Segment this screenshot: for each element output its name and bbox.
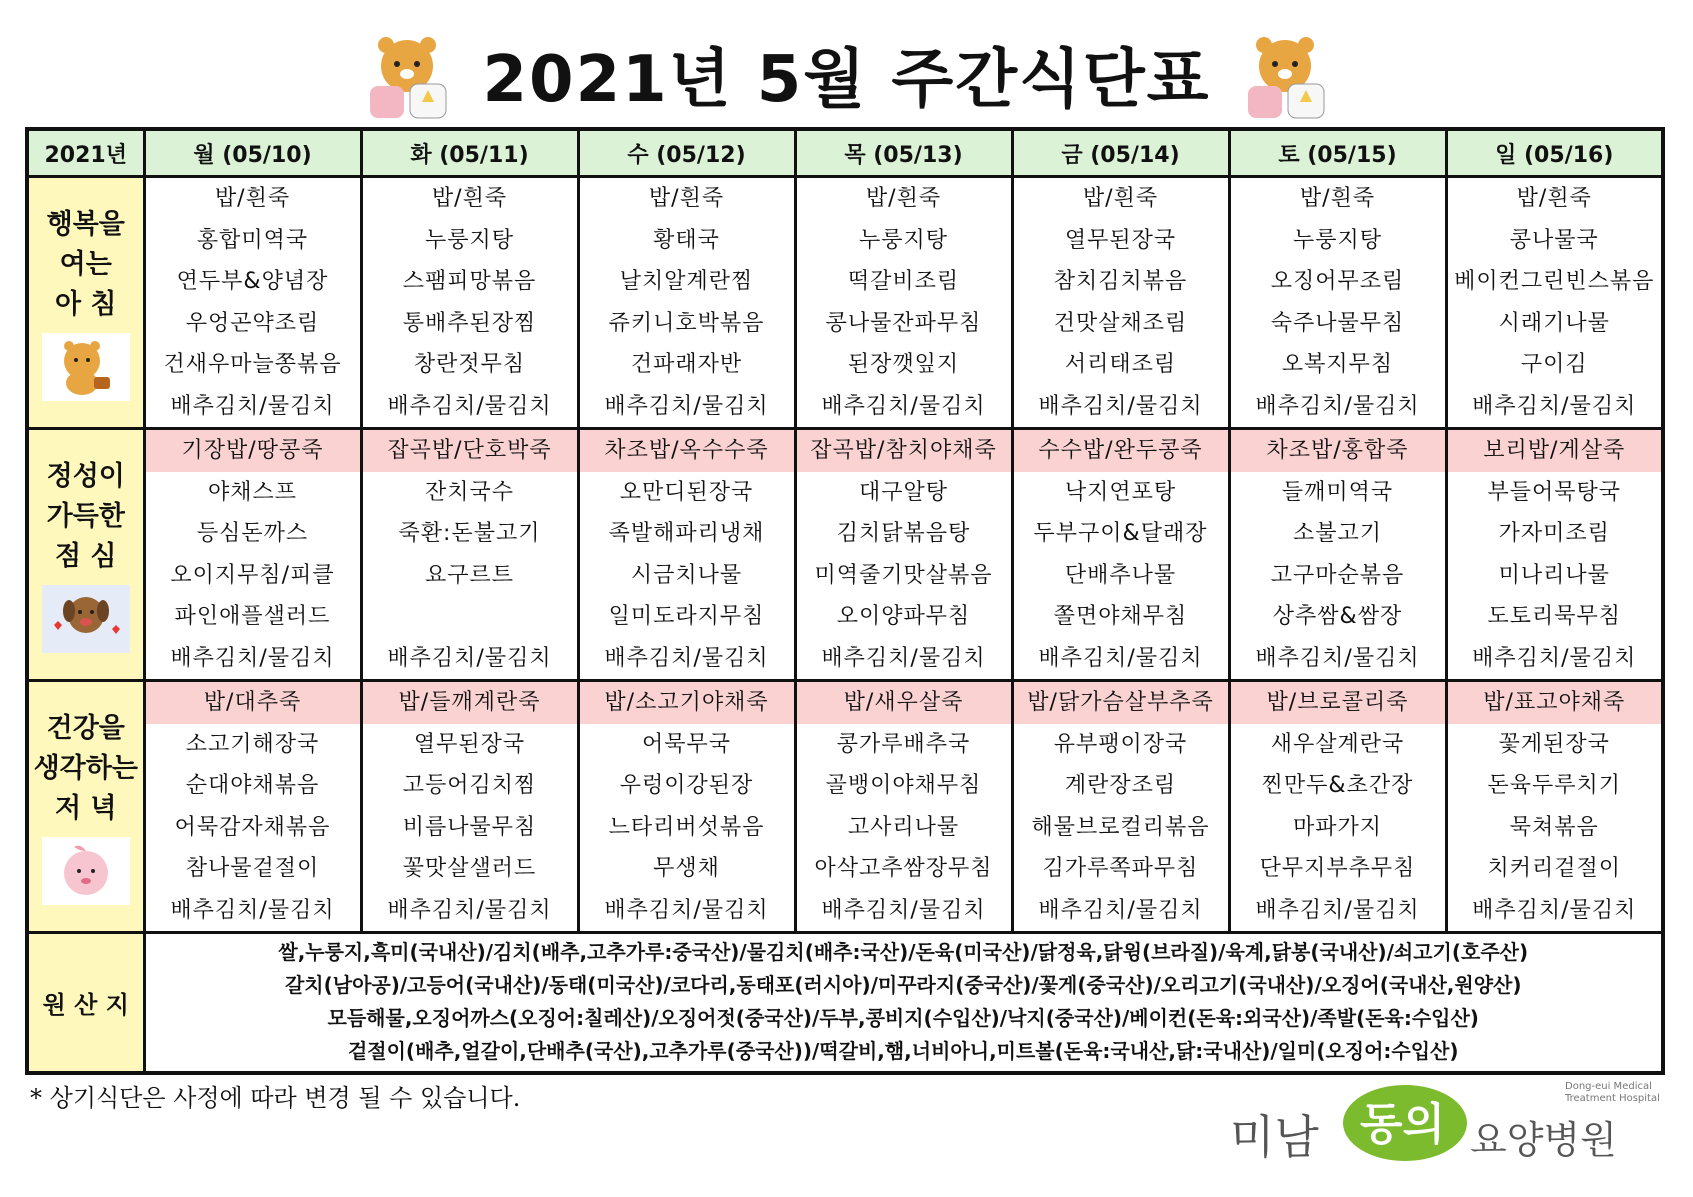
porridge-item: 밥/들깨계란죽 <box>363 682 577 724</box>
dish-item: 요구르트 <box>424 562 514 588</box>
origin-row <box>27 933 1663 1073</box>
header-year: 2021년 <box>27 129 144 177</box>
dish-item: 누룽지탕 <box>424 227 514 253</box>
day-cell <box>1012 429 1229 681</box>
dish-item: 배추김치/물김치 <box>1038 393 1203 419</box>
dish-item: 건파래자반 <box>630 352 743 377</box>
dish-item: 오만디된장국 <box>619 479 754 505</box>
header-day-fri: 금 (05/14) <box>1012 129 1229 177</box>
dish-item: 해물브로컬리볶음 <box>1031 814 1210 840</box>
dish-item: 배추김치/물김치 <box>604 393 769 419</box>
dish-item: 찐만두&초간장 <box>1261 773 1414 798</box>
dish-item: 떡갈비조림 <box>847 269 960 294</box>
day-cell <box>361 681 578 933</box>
dish-item: 배추김치/물김치 <box>387 897 552 923</box>
meal-label-line: 건강을 <box>46 712 125 744</box>
dish-item: 콩나물국 <box>1509 227 1599 253</box>
dish-item: 오복지무침 <box>1281 352 1394 377</box>
day-cell <box>1229 681 1446 933</box>
dish-item: 일미도라지무침 <box>608 604 765 629</box>
day-cell <box>361 177 578 429</box>
day-cell <box>1229 429 1446 681</box>
meal-label-lunch <box>27 429 144 681</box>
dish-list <box>146 178 360 427</box>
day-cell <box>144 429 361 681</box>
meal-label-line: 생각하는 <box>33 752 138 784</box>
dish-item: 우엉곤약조림 <box>185 310 320 336</box>
dish-item: 배추김치/물김치 <box>821 645 986 671</box>
dish-item: 어묵무국 <box>641 731 731 757</box>
dish-item: 서리태조림 <box>1064 352 1177 377</box>
porridge-item: 잡곡밥/단호박죽 <box>363 430 577 472</box>
dish-item: 베이컨그린빈스볶음 <box>1454 269 1655 294</box>
dish-item: 낙지연포탕 <box>1064 479 1177 505</box>
dish-item: 배추김치/물김치 <box>1472 897 1637 923</box>
header-day-sun: 일 (05/16) <box>1446 129 1663 177</box>
dish-item: 묵쳐볶음 <box>1509 814 1599 840</box>
dish-item: 스팸피망볶음 <box>402 269 537 294</box>
dish-item: 배추김치/물김치 <box>821 897 986 923</box>
dish-list <box>1014 682 1228 931</box>
logo-text-mid: 동의 <box>1360 1099 1446 1150</box>
header-day-thu: 목 (05/13) <box>795 129 1012 177</box>
logo-text-right: 요양병원 <box>1470 1118 1617 1162</box>
ryan-sitting-icon <box>42 333 130 401</box>
meal-label-breakfast <box>27 177 144 429</box>
dish-item: 등심돈까스 <box>196 521 309 546</box>
dish-item: 오징어무조림 <box>1270 269 1405 294</box>
dish-item: 쫄면야채무침 <box>1053 604 1188 629</box>
meal-row-breakfast <box>27 177 1663 429</box>
dish-item: 상추쌈&쌈장 <box>1272 604 1403 629</box>
dish-item: 김치닭볶음탕 <box>836 521 971 546</box>
dish-item: 무생채 <box>653 856 720 881</box>
dish-item: 숙주나물무침 <box>1270 310 1405 336</box>
menu-change-notice: * 상기식단은 사정에 따라 변경 될 수 있습니다. <box>30 1084 521 1112</box>
dish-item: 계란장조림 <box>1064 773 1177 798</box>
porridge-item: 밥/브로콜리죽 <box>1231 682 1445 724</box>
day-cell <box>1446 177 1663 429</box>
dish-item: 배추김치/물김치 <box>170 393 335 419</box>
dish-item: 고구마순볶음 <box>1270 562 1405 588</box>
day-cell <box>144 177 361 429</box>
dish-list <box>1014 178 1228 427</box>
dish-item: 밥/흰죽 <box>1082 186 1159 211</box>
dish-item: 돈육두루치기 <box>1487 773 1621 798</box>
porridge-item: 차조밥/옥수수죽 <box>580 430 794 472</box>
porridge-item: 밥/대추죽 <box>146 682 360 724</box>
dish-item: 치커리겉절이 <box>1487 856 1621 881</box>
dish-list <box>797 178 1011 427</box>
dish-item: 배추김치/물김치 <box>1255 645 1420 671</box>
meal-label-line: 여는 <box>59 248 112 280</box>
dish-item <box>363 596 577 638</box>
dog-character-icon <box>42 585 130 653</box>
dish-item: 꽃맛살샐러드 <box>402 856 537 881</box>
dish-list <box>797 682 1011 931</box>
dish-item: 밥/흰죽 <box>865 186 942 211</box>
meal-label-line: 점 심 <box>54 540 117 572</box>
day-cell <box>1229 177 1446 429</box>
porridge-item: 차조밥/홍합죽 <box>1231 430 1445 472</box>
dish-item: 콩가루배추국 <box>836 731 971 757</box>
origin-line: 쌀,누룽지,흑미(국내산)/김치(배추,고추가루:중국산)/물김치(배추:국산)/돈육(미국산)/닭정육,닭윙(브라질)/육계,닭봉(국내산)/쇠고기(호주산) <box>278 940 1529 965</box>
dish-item: 미역줄기맛살볶음 <box>814 562 993 588</box>
header-day-wed: 수 (05/12) <box>578 129 795 177</box>
dish-item: 열무된장국 <box>413 731 526 757</box>
day-cell <box>144 681 361 933</box>
dish-item: 부들어묵탕국 <box>1487 479 1621 505</box>
dish-item: 창란젓무침 <box>413 352 526 377</box>
dish-item: 시금치나물 <box>630 562 743 588</box>
dish-list <box>146 430 360 679</box>
peach-character-icon <box>42 837 130 905</box>
dish-item: 통배추된장찜 <box>402 310 537 336</box>
day-cell <box>795 429 1012 681</box>
logo-sub-line: Dong-eui Medical <box>1565 1081 1652 1092</box>
dish-item: 열무된장국 <box>1064 227 1177 253</box>
dish-item: 배추김치/물김치 <box>1472 393 1637 419</box>
dish-list <box>1448 430 1662 679</box>
dish-item: 파인애플샐러드 <box>174 604 331 629</box>
dish-item: 참나물겉절이 <box>185 856 320 881</box>
dish-item: 오이양파무침 <box>836 604 971 629</box>
dish-item: 야채스프 <box>207 479 297 505</box>
porridge-item: 기장밥/땅콩죽 <box>146 430 360 472</box>
day-cell <box>578 177 795 429</box>
day-cell <box>1446 681 1663 933</box>
dish-item: 두부구이&달래장 <box>1033 521 1208 546</box>
meal-row-lunch <box>27 429 1663 681</box>
dish-item: 우렁이강된장 <box>619 773 754 798</box>
day-cell <box>795 681 1012 933</box>
dish-item: 밥/흰죽 <box>1516 186 1592 211</box>
porridge-item: 밥/표고야채죽 <box>1448 682 1662 724</box>
porridge-item: 수수밥/완두콩죽 <box>1014 430 1228 472</box>
hospital-logo <box>1220 1065 1660 1175</box>
dish-item: 날치알계란찜 <box>619 269 754 294</box>
dish-item: 단무지부추무침 <box>1259 856 1416 881</box>
porridge-item: 밥/새우살죽 <box>797 682 1011 724</box>
dish-item: 구이김 <box>1520 352 1588 377</box>
day-cell <box>578 429 795 681</box>
dish-list <box>1231 682 1445 931</box>
dish-item: 누룽지탕 <box>1292 227 1382 253</box>
day-cell <box>1446 429 1663 681</box>
dish-item: 소고기해장국 <box>185 731 320 757</box>
dish-list <box>1448 682 1662 931</box>
dish-item: 배추김치/물김치 <box>1255 393 1420 419</box>
dish-item: 고사리나물 <box>847 814 960 840</box>
dish-item: 느타리버섯볶음 <box>608 814 765 840</box>
meal-label-line: 저 녁 <box>54 792 117 824</box>
day-cell <box>578 681 795 933</box>
porridge-item: 잡곡밥/참치야채죽 <box>797 430 1011 472</box>
origin-line: 모듬해물,오징어까스(오징어:칠레산)/오징어젓(중국산)/두부,콩비지(수입산)/낙지(중국산)/베이컨(돈육:외국산)/족발(돈육:수입산) <box>327 1006 1479 1031</box>
dish-item: 미나리나물 <box>1498 562 1610 588</box>
porridge-item: 밥/소고기야채죽 <box>580 682 794 724</box>
day-cell <box>1012 177 1229 429</box>
header-day-sat: 토 (05/15) <box>1229 129 1446 177</box>
dish-item: 배추김치/물김치 <box>170 645 335 671</box>
meal-label-line: 가득한 <box>46 500 125 532</box>
dish-item: 아삭고추쌈장무침 <box>814 856 993 881</box>
dish-item: 밥/흰죽 <box>214 186 291 211</box>
dish-item: 비름나물무침 <box>402 814 537 840</box>
dish-item: 배추김치/물김치 <box>821 393 986 419</box>
dish-item: 단배추나물 <box>1064 562 1177 588</box>
origin-line: 갈치(남아공)/고등어(국내산)/동태(미국산)/코다리,동태포(러시아)/미꾸라지(중국산)/꽃게(중국산)/오리고기(국내산)/오징어(국내산,원양산) <box>284 973 1522 998</box>
origin-info <box>144 933 1663 1073</box>
origin-line: 겉절이(배추,얼갈이,단배추(국산),고추가루(중국산))/떡갈비,햄,너비아니,미트볼(돈육:국내산,닭:국내산)/일미(오징어:수입산) <box>347 1039 1459 1064</box>
header-day-tue: 화 (05/11) <box>361 129 578 177</box>
dish-item: 배추김치/물김치 <box>387 645 552 671</box>
dish-list <box>146 682 360 931</box>
dish-item: 도토리묵무침 <box>1487 604 1621 629</box>
dish-item: 꽃게된장국 <box>1498 731 1610 757</box>
dish-item: 쥬키니호박볶음 <box>608 310 765 336</box>
dish-item: 참치김치볶음 <box>1053 269 1188 294</box>
dish-item: 마파가지 <box>1292 814 1382 840</box>
dish-item: 새우살계란국 <box>1270 731 1405 757</box>
dish-item: 배추김치/물김치 <box>604 897 769 923</box>
header-row <box>27 129 1663 177</box>
dish-item: 배추김치/물김치 <box>170 897 335 923</box>
dish-item: 배추김치/물김치 <box>1472 645 1637 671</box>
dish-list <box>580 178 794 427</box>
logo-text-left: 미남 <box>1230 1110 1319 1164</box>
dish-item: 가자미조림 <box>1498 521 1610 546</box>
porridge-item: 보리밥/게살죽 <box>1448 430 1662 472</box>
dish-list <box>1014 430 1228 679</box>
dish-item: 연두부&양념장 <box>176 269 329 294</box>
dish-item: 배추김치/물김치 <box>604 645 769 671</box>
dish-item: 죽환:돈불고기 <box>398 521 541 546</box>
logo-sub-line: Treatment Hospital <box>1565 1093 1660 1104</box>
dish-item: 들깨미역국 <box>1281 479 1394 505</box>
dish-item: 골뱅이야채무침 <box>825 773 982 798</box>
dish-list <box>363 682 577 931</box>
dish-item: 배추김치/물김치 <box>1255 897 1420 923</box>
dish-list <box>580 430 794 679</box>
dish-item: 오이지무침/피클 <box>170 562 335 588</box>
dish-item: 유부팽이장국 <box>1053 731 1188 757</box>
dish-item: 시래기나물 <box>1498 310 1610 336</box>
dish-list <box>797 430 1011 679</box>
dish-item: 콩나물잔파무침 <box>825 310 982 336</box>
dish-list <box>1448 178 1662 427</box>
dish-item: 소불고기 <box>1292 521 1382 546</box>
dish-item: 밥/흰죽 <box>431 186 508 211</box>
dish-item: 밥/흰죽 <box>1299 186 1376 211</box>
dish-item: 된장깻잎지 <box>847 352 960 377</box>
dish-item: 대구알탕 <box>858 479 948 505</box>
dish-list <box>1231 178 1445 427</box>
dish-item: 건새우마늘쫑볶음 <box>163 352 342 377</box>
dish-item: 배추김치/물김치 <box>1038 645 1203 671</box>
day-cell <box>795 177 1012 429</box>
dish-item: 고등어김치찜 <box>402 773 537 798</box>
dish-item: 순대야채볶음 <box>185 773 320 798</box>
dish-item: 홍합미역국 <box>196 227 309 253</box>
dish-item: 배추김치/물김치 <box>387 393 552 419</box>
page-title: 2021년 5월 주간식단표 <box>482 43 1211 117</box>
meal-label-line: 아 침 <box>54 288 117 320</box>
day-cell <box>361 429 578 681</box>
porridge-item: 밥/닭가슴살부추죽 <box>1014 682 1228 724</box>
dish-list <box>1231 430 1445 679</box>
dish-item: 김가루쪽파무침 <box>1042 856 1199 881</box>
dish-item: 배추김치/물김치 <box>1038 897 1203 923</box>
meal-label-line: 정성이 <box>46 460 125 492</box>
weekly-menu-table <box>25 127 1665 1075</box>
meal-label-line: 행복을 <box>46 208 125 240</box>
dish-list <box>363 430 577 679</box>
dish-item: 어묵감자채볶음 <box>174 814 331 840</box>
dish-list <box>580 682 794 931</box>
meal-row-dinner <box>27 681 1663 933</box>
origin-label: 원 산 지 <box>27 933 144 1073</box>
header-day-mon: 월 (05/10) <box>144 129 361 177</box>
dish-item: 황태국 <box>653 227 720 253</box>
dish-item: 족발해파리냉채 <box>608 521 765 546</box>
dish-item: 잔치국수 <box>424 479 514 505</box>
dish-item: 밥/흰죽 <box>648 186 725 211</box>
meal-label-dinner <box>27 681 144 933</box>
dish-item: 누룽지탕 <box>858 227 948 253</box>
dish-list <box>363 178 577 427</box>
dish-item: 건맛살채조림 <box>1053 310 1188 336</box>
day-cell <box>1012 681 1229 933</box>
